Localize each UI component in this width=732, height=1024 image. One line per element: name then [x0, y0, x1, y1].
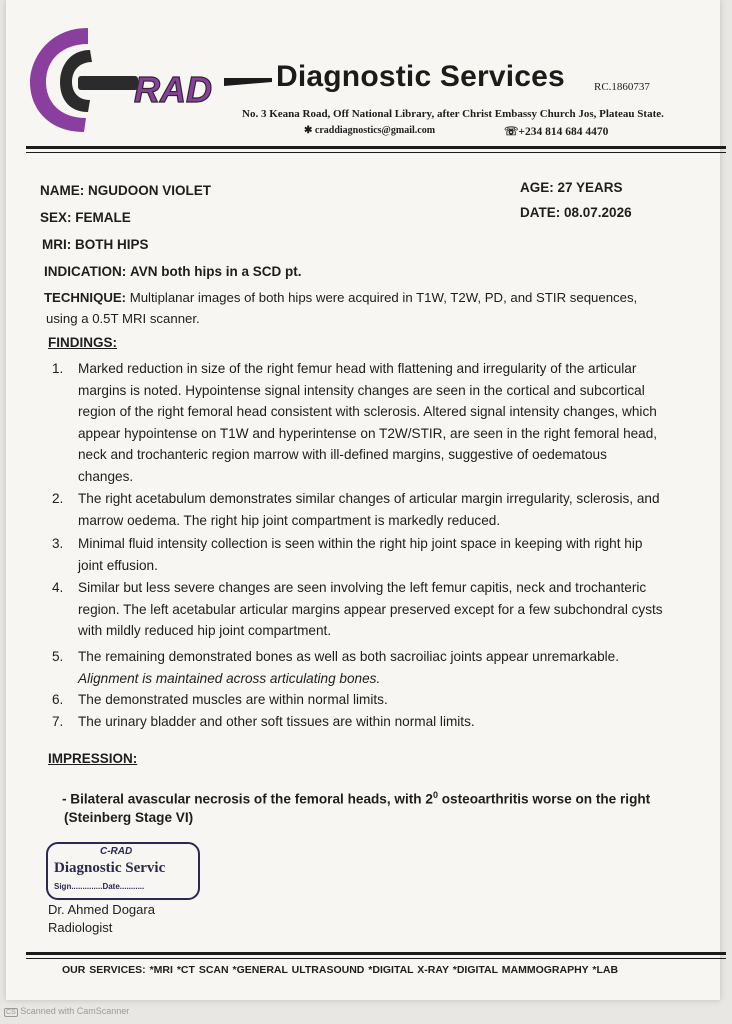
- sex-value: FEMALE: [75, 210, 131, 225]
- services-footer: OUR SERVICES: *MRI *CT SCAN *GENERAL ULTRASOUND *DIGITAL X-RAY *DIGITAL MAMMOGRAPHY *LAB: [62, 964, 619, 976]
- impression-line-2: (Steinberg Stage VI): [64, 810, 194, 825]
- footer-rule-thin: [26, 958, 726, 959]
- phone: [504, 124, 608, 138]
- finding-text: [78, 646, 718, 689]
- impression-text-post: osteoarthritis worse on the right: [437, 791, 651, 807]
- finding-line: Alignment is maintained across articulating bones.: [78, 670, 381, 686]
- finding-number: 3.: [52, 536, 64, 551]
- finding-line: Marked reduction in size of the right femur head with flattening and irregularity of the articular: [78, 361, 637, 376]
- report-page: [6, 0, 720, 1000]
- finding-line: marrow oedema. The right hip joint compartment is markedly reduced.: [78, 512, 501, 528]
- finding-number: 6.: [52, 692, 64, 707]
- technique-label: TECHNIQUE:: [44, 290, 127, 305]
- radiologist-name: Dr. Ahmed Dogara: [48, 902, 155, 917]
- finding-line: neck and trochanteric region marrow with ill-defined margins, suggestive of oedematous: [78, 447, 607, 462]
- finding-line: margins is noted. Hypointense signal intensity changes are seen in the cortical and subcortical: [78, 382, 645, 398]
- date-value: 08.07.2026: [564, 205, 632, 220]
- finding-text: [78, 577, 718, 642]
- technique-line-1: Multiplanar images of both hips were acquired in T1W, T2W, PD, and STIR sequences,: [129, 290, 638, 305]
- phone-icon: ☏: [504, 126, 519, 138]
- stamp-sign-line: Sign..............Date...........: [54, 882, 145, 891]
- sex-label: SEX:: [40, 210, 72, 225]
- email-text: craddiagnostics@gmail.com: [314, 125, 436, 136]
- finding-line: appear hypointense on T1W and hyperintense on T2W/STIR, are seen in the right femoral head,: [78, 425, 658, 441]
- finding-line: The remaining demonstrated bones as well as both sacroiliac joints appear unremarkable.: [78, 649, 620, 664]
- finding-number: 7.: [52, 714, 64, 729]
- impression-heading: IMPRESSION:: [48, 751, 138, 766]
- indication-row: [44, 264, 302, 279]
- technique-row: [44, 290, 724, 305]
- finding-number: 1.: [52, 361, 64, 376]
- date-label: DATE:: [520, 205, 561, 220]
- finding-text: [78, 689, 718, 711]
- radiologist-role: Radiologist: [48, 920, 113, 935]
- mri-row: [42, 237, 149, 252]
- logo-dash: [78, 76, 138, 90]
- address: No. 3 Keana Road, Off National Library, after Christ Embassy Church Jos, Plateau State.: [242, 108, 664, 120]
- impression-text-pre: - Bilateral avascular necrosis of the femoral heads, with 2: [62, 791, 433, 807]
- logo-arrow: [224, 78, 272, 86]
- phone-text: +234 814 684 4470: [518, 126, 609, 138]
- email: [304, 125, 435, 136]
- stamp-title: Diagnostic Servic: [54, 860, 166, 876]
- finding-line: The demonstrated muscles are within normal limits.: [78, 692, 388, 707]
- finding-line: region. The left acetabular articular margins appear preserved except for a few subchondral cysts: [78, 601, 663, 617]
- finding-line: The urinary bladder and other soft tissues are within normal limits.: [78, 714, 475, 729]
- brand-name: Diagnostic Services: [276, 60, 565, 93]
- finding-line: Minimal fluid intensity collection is seen within the right hip joint space in keeping with right hip: [78, 536, 643, 551]
- finding-line: with mildly reduced hip joint compartment.: [78, 623, 332, 638]
- camscanner-text: Scanned with CamScanner: [20, 1006, 130, 1016]
- age-row: [520, 180, 623, 195]
- camscanner-watermark: [4, 1006, 129, 1017]
- finding-number: 5.: [52, 649, 64, 664]
- header-rule-thick: [26, 146, 726, 149]
- footer-rule-thick: [26, 952, 726, 955]
- findings-heading: FINDINGS:: [48, 335, 117, 350]
- finding-text: [78, 711, 718, 733]
- indication-label: INDICATION:: [44, 264, 127, 279]
- finding-text: [78, 488, 718, 531]
- email-icon: ✱: [304, 125, 315, 136]
- finding-line: Similar but less severe changes are seen involving the left femur capitis, neck and trochanteric: [78, 580, 647, 595]
- logo-rad: RAD: [134, 69, 212, 110]
- stamp-logo: C-RAD: [100, 846, 133, 857]
- impression-line-1: [62, 790, 650, 807]
- finding-line: changes.: [78, 468, 134, 484]
- crad-logo: [26, 20, 276, 140]
- finding-line: region of the right femoral head consistent with sclerosis. Altered signal intensity changes, which: [78, 404, 657, 419]
- mri-value: BOTH HIPS: [75, 237, 149, 252]
- technique-line-2: using a 0.5T MRI scanner.: [46, 311, 200, 326]
- header-rule-thin: [26, 152, 726, 153]
- finding-text: [78, 358, 718, 487]
- stamp: [46, 842, 200, 900]
- camscanner-icon: CS: [6, 1009, 16, 1016]
- finding-line: The right acetabulum demonstrates similar changes of articular margin irregularity, sclerosis, and: [78, 491, 660, 506]
- sex-row: [40, 210, 131, 225]
- impression-superscript: 0: [432, 790, 438, 800]
- patient-name-row: [40, 183, 211, 198]
- finding-number: 4.: [52, 580, 64, 595]
- age-label: AGE:: [520, 180, 554, 195]
- age-value: 27 YEARS: [557, 180, 623, 195]
- finding-line: joint effusion.: [78, 557, 158, 573]
- finding-number: 2.: [52, 491, 64, 506]
- rc-number: RC.1860737: [594, 81, 650, 93]
- mri-label: MRI:: [42, 237, 72, 252]
- name-label: NAME:: [40, 183, 85, 198]
- finding-text: [78, 533, 718, 576]
- patient-name: NGUDOON VIOLET: [88, 183, 212, 198]
- date-row: [520, 205, 632, 220]
- indication-value: AVN both hips in a SCD pt.: [130, 264, 302, 279]
